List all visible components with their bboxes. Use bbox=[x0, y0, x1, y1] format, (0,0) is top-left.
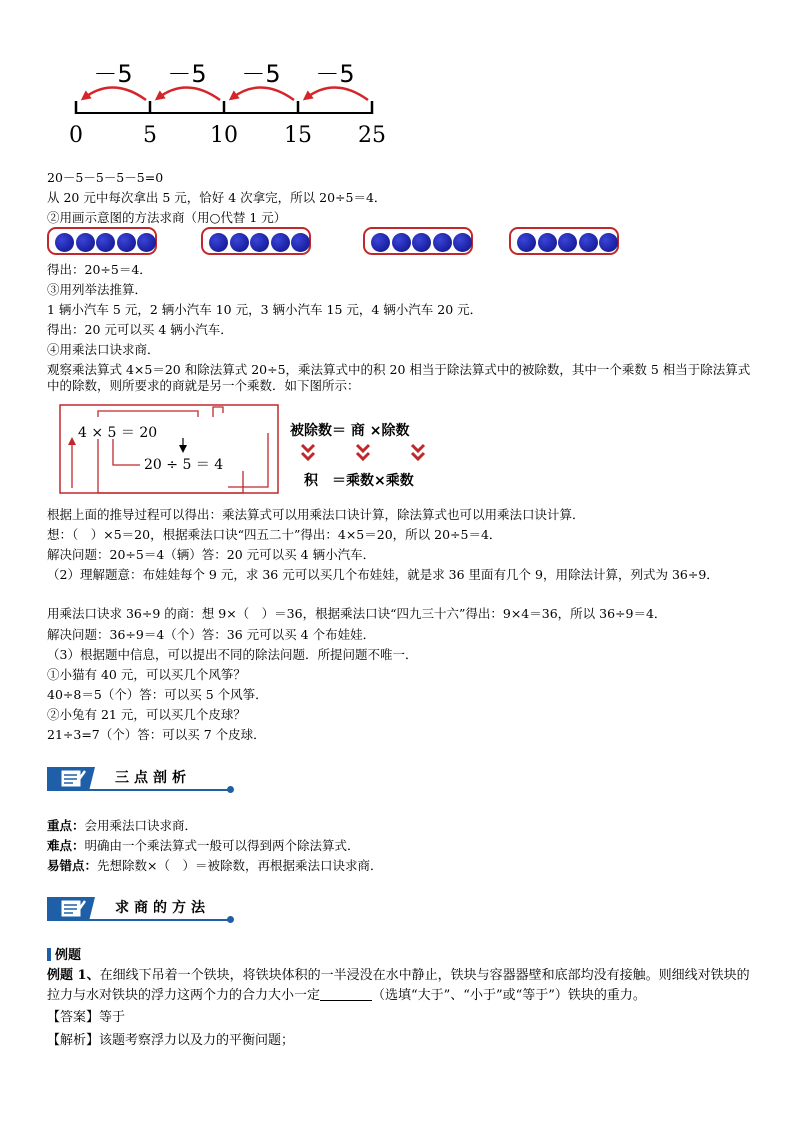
circle-diagram bbox=[47, 227, 627, 257]
coin-dot bbox=[76, 233, 95, 252]
coin-group bbox=[201, 227, 311, 255]
relation-bottom-row: 积 ＝乘数×乘数 bbox=[304, 473, 414, 489]
answer-blank[interactable] bbox=[320, 988, 372, 1001]
number-line-tick-label: 5 bbox=[143, 123, 157, 148]
example-label: 例题 1、 bbox=[47, 968, 100, 983]
answer-line bbox=[47, 1010, 125, 1026]
difficulty-text: 明确由一个乘法算式一般可以得到两个除法算式． bbox=[84, 838, 360, 853]
text-line: 解决问题：20÷5＝4（辆）答：20 元可以买 4 辆小汽车． bbox=[47, 547, 376, 562]
text-line: 想：（ ）×5＝20，根据乘法口诀“四五二十”得出：4×5＝20，所以 20÷5＝4． bbox=[47, 527, 502, 542]
coin-dot bbox=[117, 233, 136, 252]
text-line: 40÷8＝5（个）答：可以买 5 个风筝． bbox=[47, 687, 268, 702]
coin-dot bbox=[579, 233, 598, 252]
coin-group bbox=[509, 227, 619, 255]
mult-equation: 4 × 5 ＝ 20 bbox=[78, 425, 158, 441]
text-line: ①小猫有 40 元，可以买几个风筝？ bbox=[47, 667, 246, 682]
text-line: 从 20 元中每次拿出 5 元，恰好 4 次拿完，所以 20÷5＝4． bbox=[47, 190, 387, 205]
section-rule-dot bbox=[227, 786, 234, 793]
jump-arrow bbox=[232, 87, 294, 100]
coin-dot bbox=[558, 233, 577, 252]
coin-dot bbox=[291, 233, 310, 252]
analysis-label: 【解析】 bbox=[47, 1033, 100, 1048]
jump-label: －5 bbox=[167, 60, 207, 88]
notepad-pencil-icon bbox=[47, 763, 99, 791]
relation-top-row: 被除数＝ 商 ×除数 bbox=[290, 423, 410, 439]
text-line: 得出：20 元可以买 4 辆小汽车． bbox=[47, 322, 233, 337]
text-line: ②小兔有 21 元，可以买几个皮球？ bbox=[47, 707, 246, 722]
section-header-analysis bbox=[47, 763, 232, 793]
analysis-line bbox=[47, 1033, 294, 1049]
coin-group bbox=[47, 227, 157, 255]
chevron-down-icon bbox=[412, 453, 424, 459]
coin-dot bbox=[55, 233, 74, 252]
coin-dot bbox=[371, 233, 390, 252]
example-heading bbox=[47, 944, 81, 963]
section-rule bbox=[47, 789, 232, 791]
coin-dot bbox=[392, 233, 411, 252]
div-equation: 20 ÷ 5 ＝ 4 bbox=[144, 457, 224, 473]
coin-dot bbox=[433, 233, 452, 252]
text-line: 用乘法口诀求 36÷9 的商：想 9×（ ）＝36，根据乘法口诀“四九三十六”得出：9×4＝36，所以 36÷9＝4． bbox=[47, 606, 667, 621]
number-line-tick-label: 15 bbox=[284, 123, 312, 148]
text-line: ④用乘法口诀求商． bbox=[47, 342, 160, 357]
jump-arrow bbox=[84, 87, 146, 100]
example-heading-text: 例题 bbox=[55, 948, 82, 963]
text-line: （3）根据题中信息，可以提出不同的除法问题．所提问题不唯一． bbox=[47, 647, 418, 662]
example-text-b: （选填“大于”、“小于”或“等于”）铁块的重力。 bbox=[372, 988, 646, 1003]
coin-dot bbox=[230, 233, 249, 252]
coin-dot bbox=[517, 233, 536, 252]
number-line-tick-label: 0 bbox=[69, 123, 83, 148]
coin-dot bbox=[137, 233, 156, 252]
jump-label: －5 bbox=[241, 60, 281, 88]
coin-dot bbox=[538, 233, 557, 252]
section-header-method bbox=[47, 893, 232, 923]
heading-marker bbox=[47, 948, 51, 961]
key-point-line bbox=[47, 818, 197, 834]
text-line: 21÷3=7（个）答：可以买 7 个皮球． bbox=[47, 727, 266, 742]
jump-label: －5 bbox=[315, 60, 355, 88]
coin-group bbox=[363, 227, 473, 255]
pitfall-label: 易错点： bbox=[47, 858, 98, 873]
coin-dot bbox=[250, 233, 269, 252]
coin-dot bbox=[96, 233, 115, 252]
coin-dot bbox=[453, 233, 472, 252]
chevron-down-icon bbox=[302, 445, 314, 451]
number-line-tick-label: 10 bbox=[210, 123, 238, 148]
coin-dot bbox=[209, 233, 228, 252]
text-line: ③用列举法推算． bbox=[47, 282, 148, 297]
difficulty-label: 难点： bbox=[47, 838, 85, 853]
text-line: 解决问题：36÷9＝4（个）答：36 元可以买 4 个布娃娃． bbox=[47, 627, 376, 642]
jump-label: －5 bbox=[93, 60, 133, 88]
chevron-down-icon bbox=[357, 453, 369, 459]
text-line: 20－5－5－5－5=0 bbox=[47, 170, 164, 185]
key-point-text: 会用乘法口诀求商． bbox=[84, 818, 198, 833]
text-line: 根据上面的推导过程可以得出：乘法算式可以用乘法口诀计算，除法算式也可以用乘法口诀计算． bbox=[47, 507, 585, 522]
section-title: 求商的方法 bbox=[115, 900, 210, 916]
example-text-a: 在细线下吊着一个铁块，将铁块体积的一半浸没在水中静止，铁块与容器器壁和底部均没有接触。则细线对铁块的拉力与水对铁块的浮力这两个力的合力大小一定 bbox=[47, 968, 750, 1003]
answer-label: 【答案】 bbox=[47, 1010, 100, 1025]
chevron-down-icon bbox=[302, 453, 314, 459]
coin-dot bbox=[271, 233, 290, 252]
coin-dot bbox=[599, 233, 618, 252]
text-paragraph: （2）理解题意：布娃娃每个 9 元，求 36 元可以买几个布娃娃，就是求 36 里面有几个 9，用除法计算，列式为 36÷9． bbox=[47, 567, 719, 582]
example-question bbox=[47, 966, 752, 1006]
section-title: 三点剖析 bbox=[115, 770, 191, 786]
key-point-label: 重点： bbox=[47, 818, 85, 833]
chevron-down-icon bbox=[412, 445, 424, 451]
analysis-text: 该题考察浮力以及力的平衡问题； bbox=[99, 1033, 295, 1048]
pitfall-text: 先想除数×（ ）＝被除数，再根据乘法口诀求商． bbox=[97, 858, 383, 873]
coin-dot bbox=[412, 233, 431, 252]
jump-arrow bbox=[158, 87, 220, 100]
number-line bbox=[62, 58, 392, 153]
section-rule-dot bbox=[227, 916, 234, 923]
chevron-down-icon bbox=[357, 445, 369, 451]
pitfall-line bbox=[47, 858, 383, 874]
difficulty-line bbox=[47, 838, 360, 854]
text-line: ②用画示意图的方法求商（用○代替 1 元） bbox=[47, 210, 287, 225]
text-line: 得出：20÷5＝4． bbox=[47, 262, 152, 277]
number-line-tick-label: 25 bbox=[358, 123, 386, 148]
jump-arrow bbox=[306, 87, 368, 100]
answer-text: 等于 bbox=[99, 1010, 126, 1025]
relation-diagram bbox=[58, 403, 448, 495]
relation-figure bbox=[58, 403, 448, 495]
text-line: 1 辆小汽车 5 元，2 辆小汽车 10 元，3 辆小汽车 15 元，4 辆小汽车 20 元． bbox=[47, 302, 483, 317]
text-paragraph: 观察乘法算式 4×5＝20 和除法算式 20÷5，乘法算式中的积 20 相当于除法算式中的被除数，其中一个乘数 5 相当于除法算式中的除数，则所要求的商就是另一个乘数．如下图所示： bbox=[47, 362, 751, 393]
notepad-pencil-icon bbox=[47, 893, 99, 921]
section-rule bbox=[47, 919, 232, 921]
